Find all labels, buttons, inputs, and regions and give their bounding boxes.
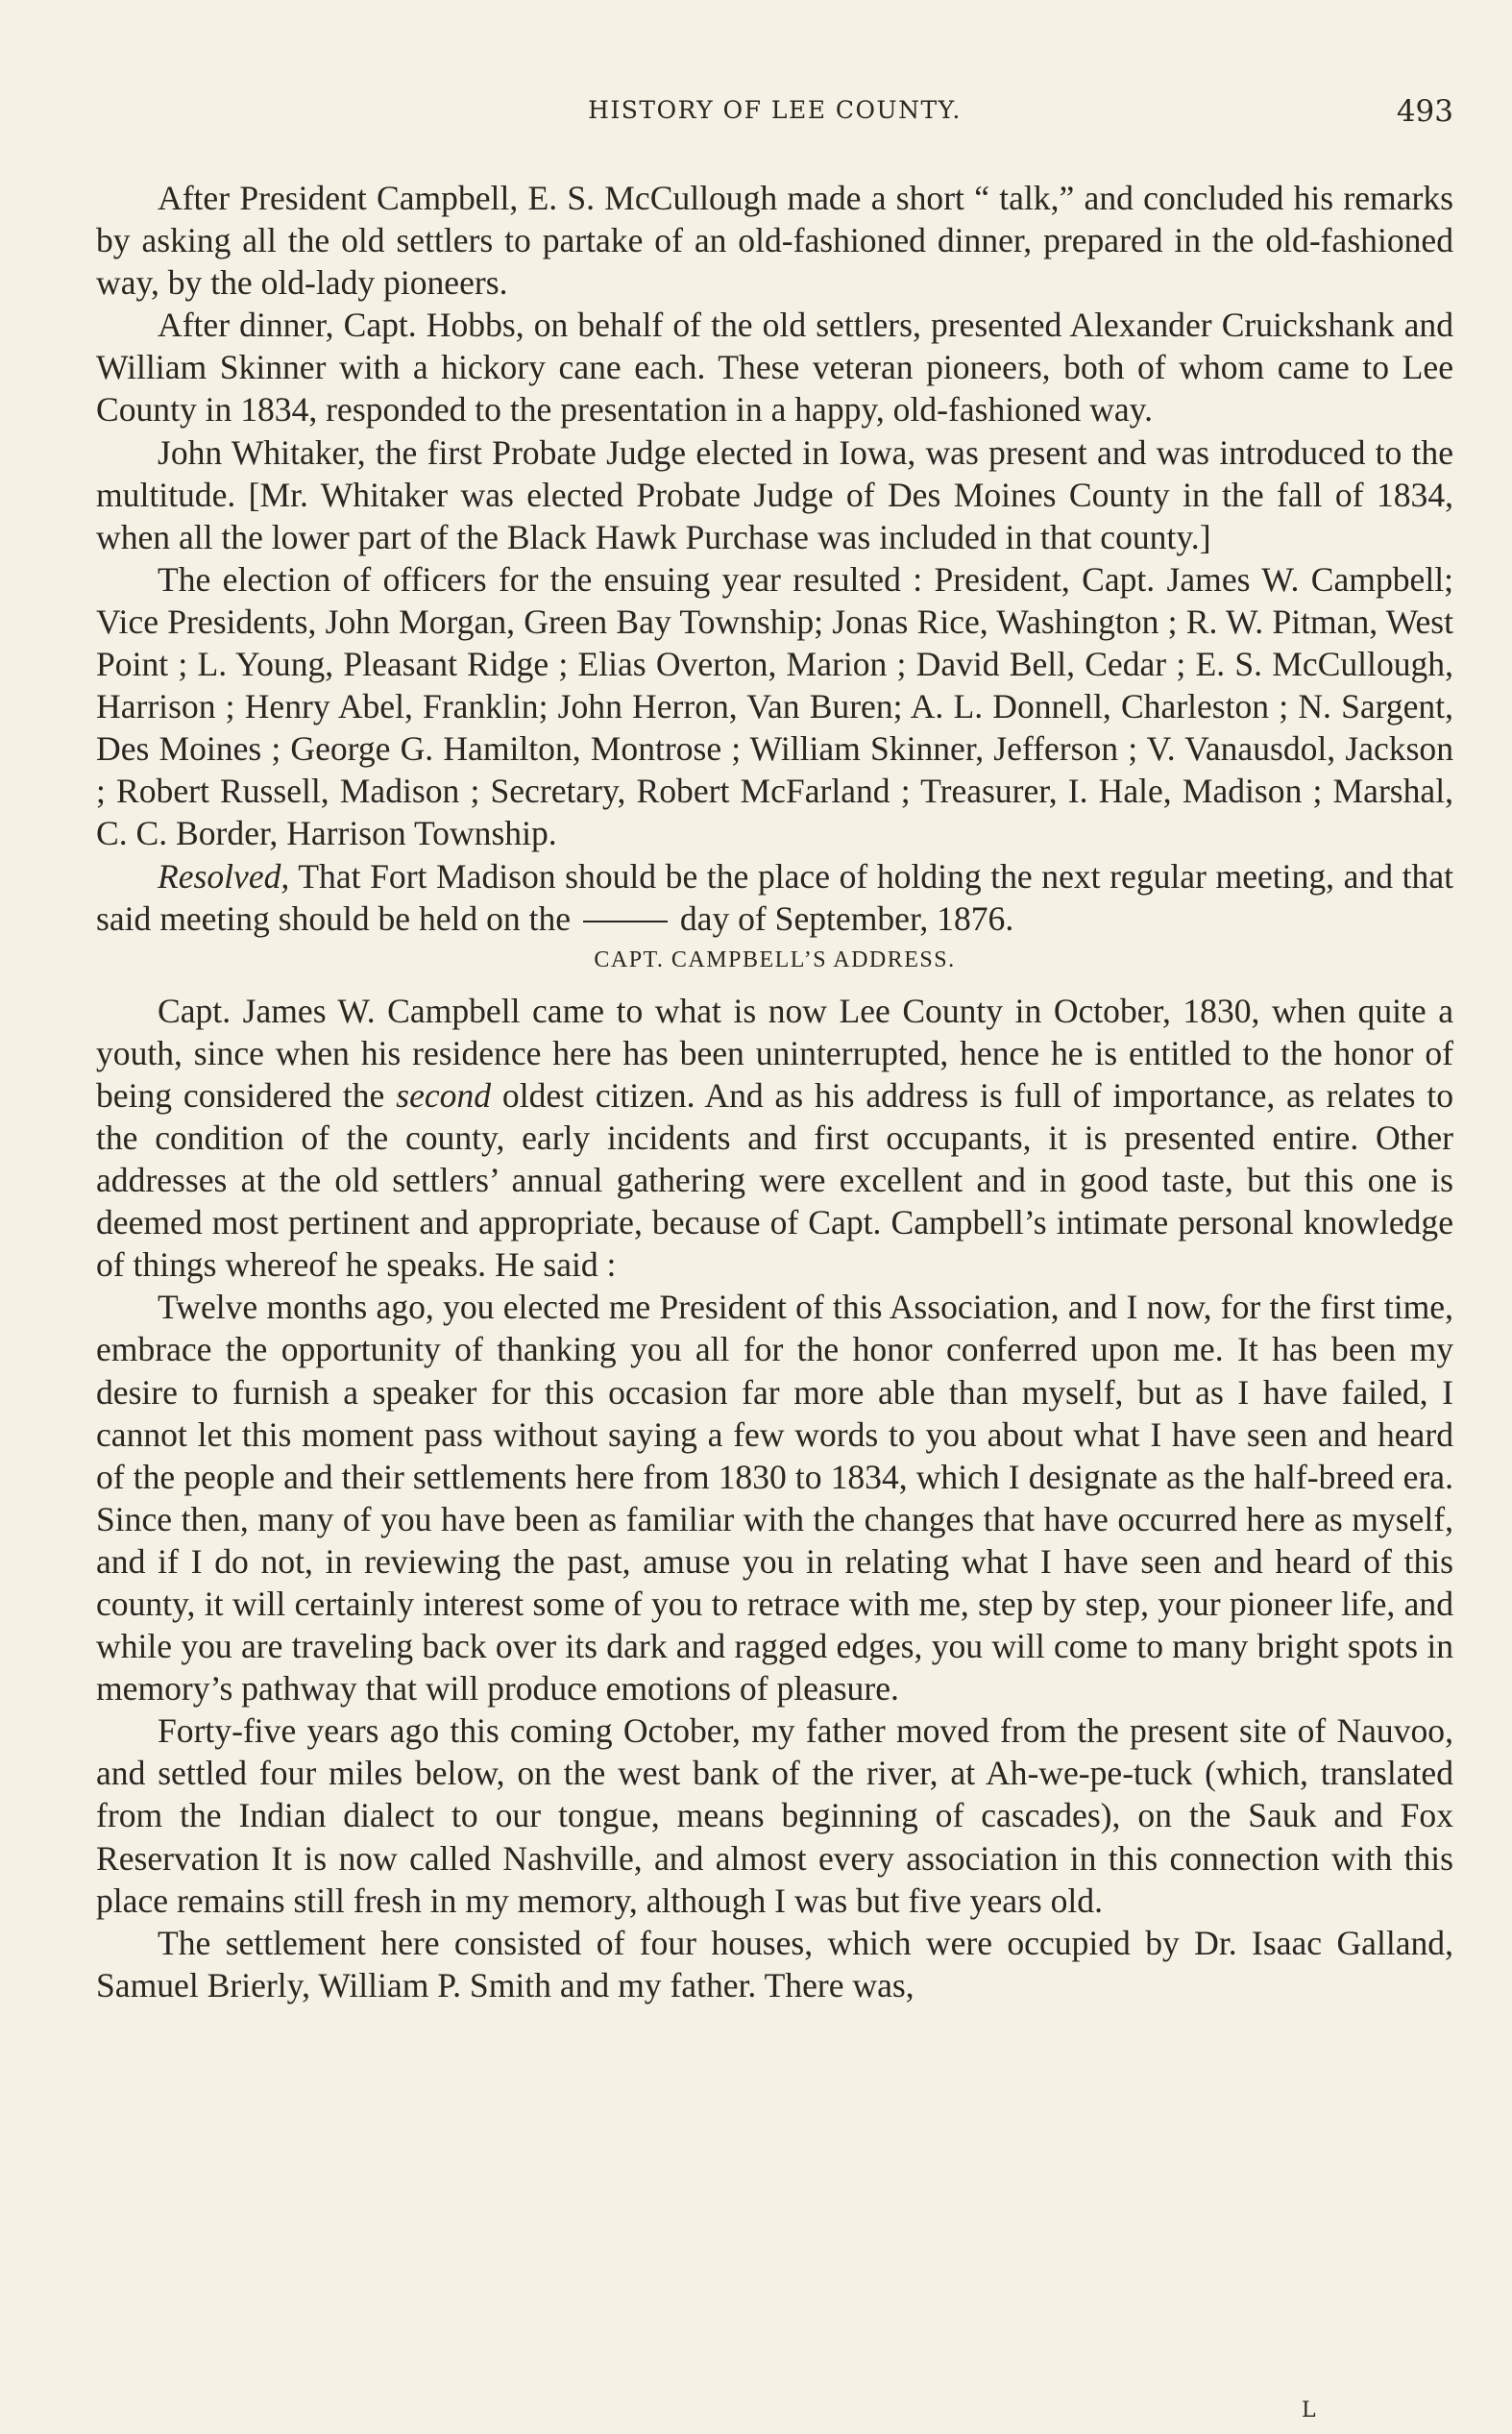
paragraph: After President Campbell, E. S. McCullough made a short “ talk,” and concluded his remarks by asking all the old settlers to partake of an old-fashioned dinner, prepared in the old-fashioned way, by the old-lady pioneers. [96,179,1453,303]
emphasis-text: second [396,1075,492,1115]
page-number: 493 [1396,94,1453,129]
resolution-text-b: day of September, 1876. [679,898,1014,938]
page-body [96,177,1453,2006]
paragraph: John Whitaker, the first Probate Judge elected in Iowa, was present and was introduced to the multitude. [Mr. Whitaker was elected Probate Judge of Des Moines County in the fall of 1834, when all the lower part of the Black Hawk Purchase was included in that county.] [96,432,1453,556]
paragraph: The settlement here consisted of four houses, which were occupied by Dr. Isaac Galland, Samuel Brierly, William P. Smith and my father. There was, [96,1923,1453,2004]
paragraph: After dinner, Capt. Hobbs, on behalf of the old settlers, presented Alexander Cruickshank and William Skinner with a hickory cane each. These veteran pioneers, both of whom came to Lee County in 1834, responded to the presentation in a happy, old-fashioned way. [96,306,1453,430]
paragraph: Twelve months ago, you elected me President of this Association, and I now, for the first time, embrace the opportunity of thanking you all for the honor conferred upon me. It has been my desire to furnish a speaker for this occasion far more able than myself, but as I have failed, I cannot let this moment pass without saying a few words to you about what I have seen and heard of the people and their settlements here from 1830 to 1834, which I designate as the half-breed era. Since then, many of you have been as familiar with the changes that have occurred here as myself, and if I do not, in reviewing the past, amuse you in relating what I have seen and heard of this county, it will certainly interest some of you to retrace with me, step by step, your pioneer life, and while you are traveling back over its dark and ragged edges, you will come to many bright spots in memory’s pathway that will produce emotions of pleasure. [96,1288,1453,1709]
running-title: HISTORY OF LEE COUNTY. [588,96,962,124]
paragraph: Forty-five years ago this coming October, my father moved from the present site of Nauvoo, and settled four miles below, on the west bank of the river, at Ah-we-pe-tuck (which, translated from the Indian dialect to our tongue, means beginning of cascades), on the Sauk and Fox Reservation It is now called Nashville, and almost every association in this connection with this place remains still fresh in my memory, although I was but five years old. [96,1711,1453,1920]
blank-date-line [583,921,668,922]
paragraph-resolution [96,855,1453,940]
paragraph-text-a: Capt. James W. Campbell came to what is now Lee County in October, 1830, when quite a youth, since when his residence here has been uninterrupted, hence he is entitled to the honor of being considered the [96,991,1453,1115]
paragraph-text-b: oldest citizen. And as his address is full of importance, as relates to the condition of the county, early incidents and first occupants, it is presented entire. Other addresses at the old settlers’ annual gathering were excellent and in good taste, but this one is deemed most pertinent and appropriate, because of Capt. Campbell’s intimate personal knowledge of things whereof he speaks. He said : [96,1075,1453,1285]
resolved-label: Resolved, [158,856,290,896]
paragraph: The election of officers for the ensuing year resulted : President, Capt. James W. Campbell; Vice Presidents, John Morgan, Green Bay Township; Jonas Rice, Washington ; R. W. Pitman, West Point ; L. Young, Pleasant Ridge ; Elias Overton, Marion ; David Bell, Cedar ; E. S. McCullough, Harrison ; Henry Abel, Franklin; John Herron, Van Buren; A. L. Donnell, Charleston ; N. Sargent, Des Moines ; George G. Hamilton, Montrose ; William Skinner, Jefferson ; V. Vanausdol, Jackson ; Robert Russell, Madison ; Secretary, Robert McFarland ; Treasurer, I. Hale, Madison ; Marshal, C. C. Border, Harrison Township. [96,559,1453,853]
resolution-text-a: That Fort Madison should be the place of holding the next regular meeting, and that said meeting should be held on the [96,856,1453,938]
paragraph [96,990,1453,1287]
signature-mark: L [1302,2398,1316,2422]
page-header [96,96,1453,135]
section-heading: CAPT. CAMPBELL’S ADDRESS. [594,947,956,972]
